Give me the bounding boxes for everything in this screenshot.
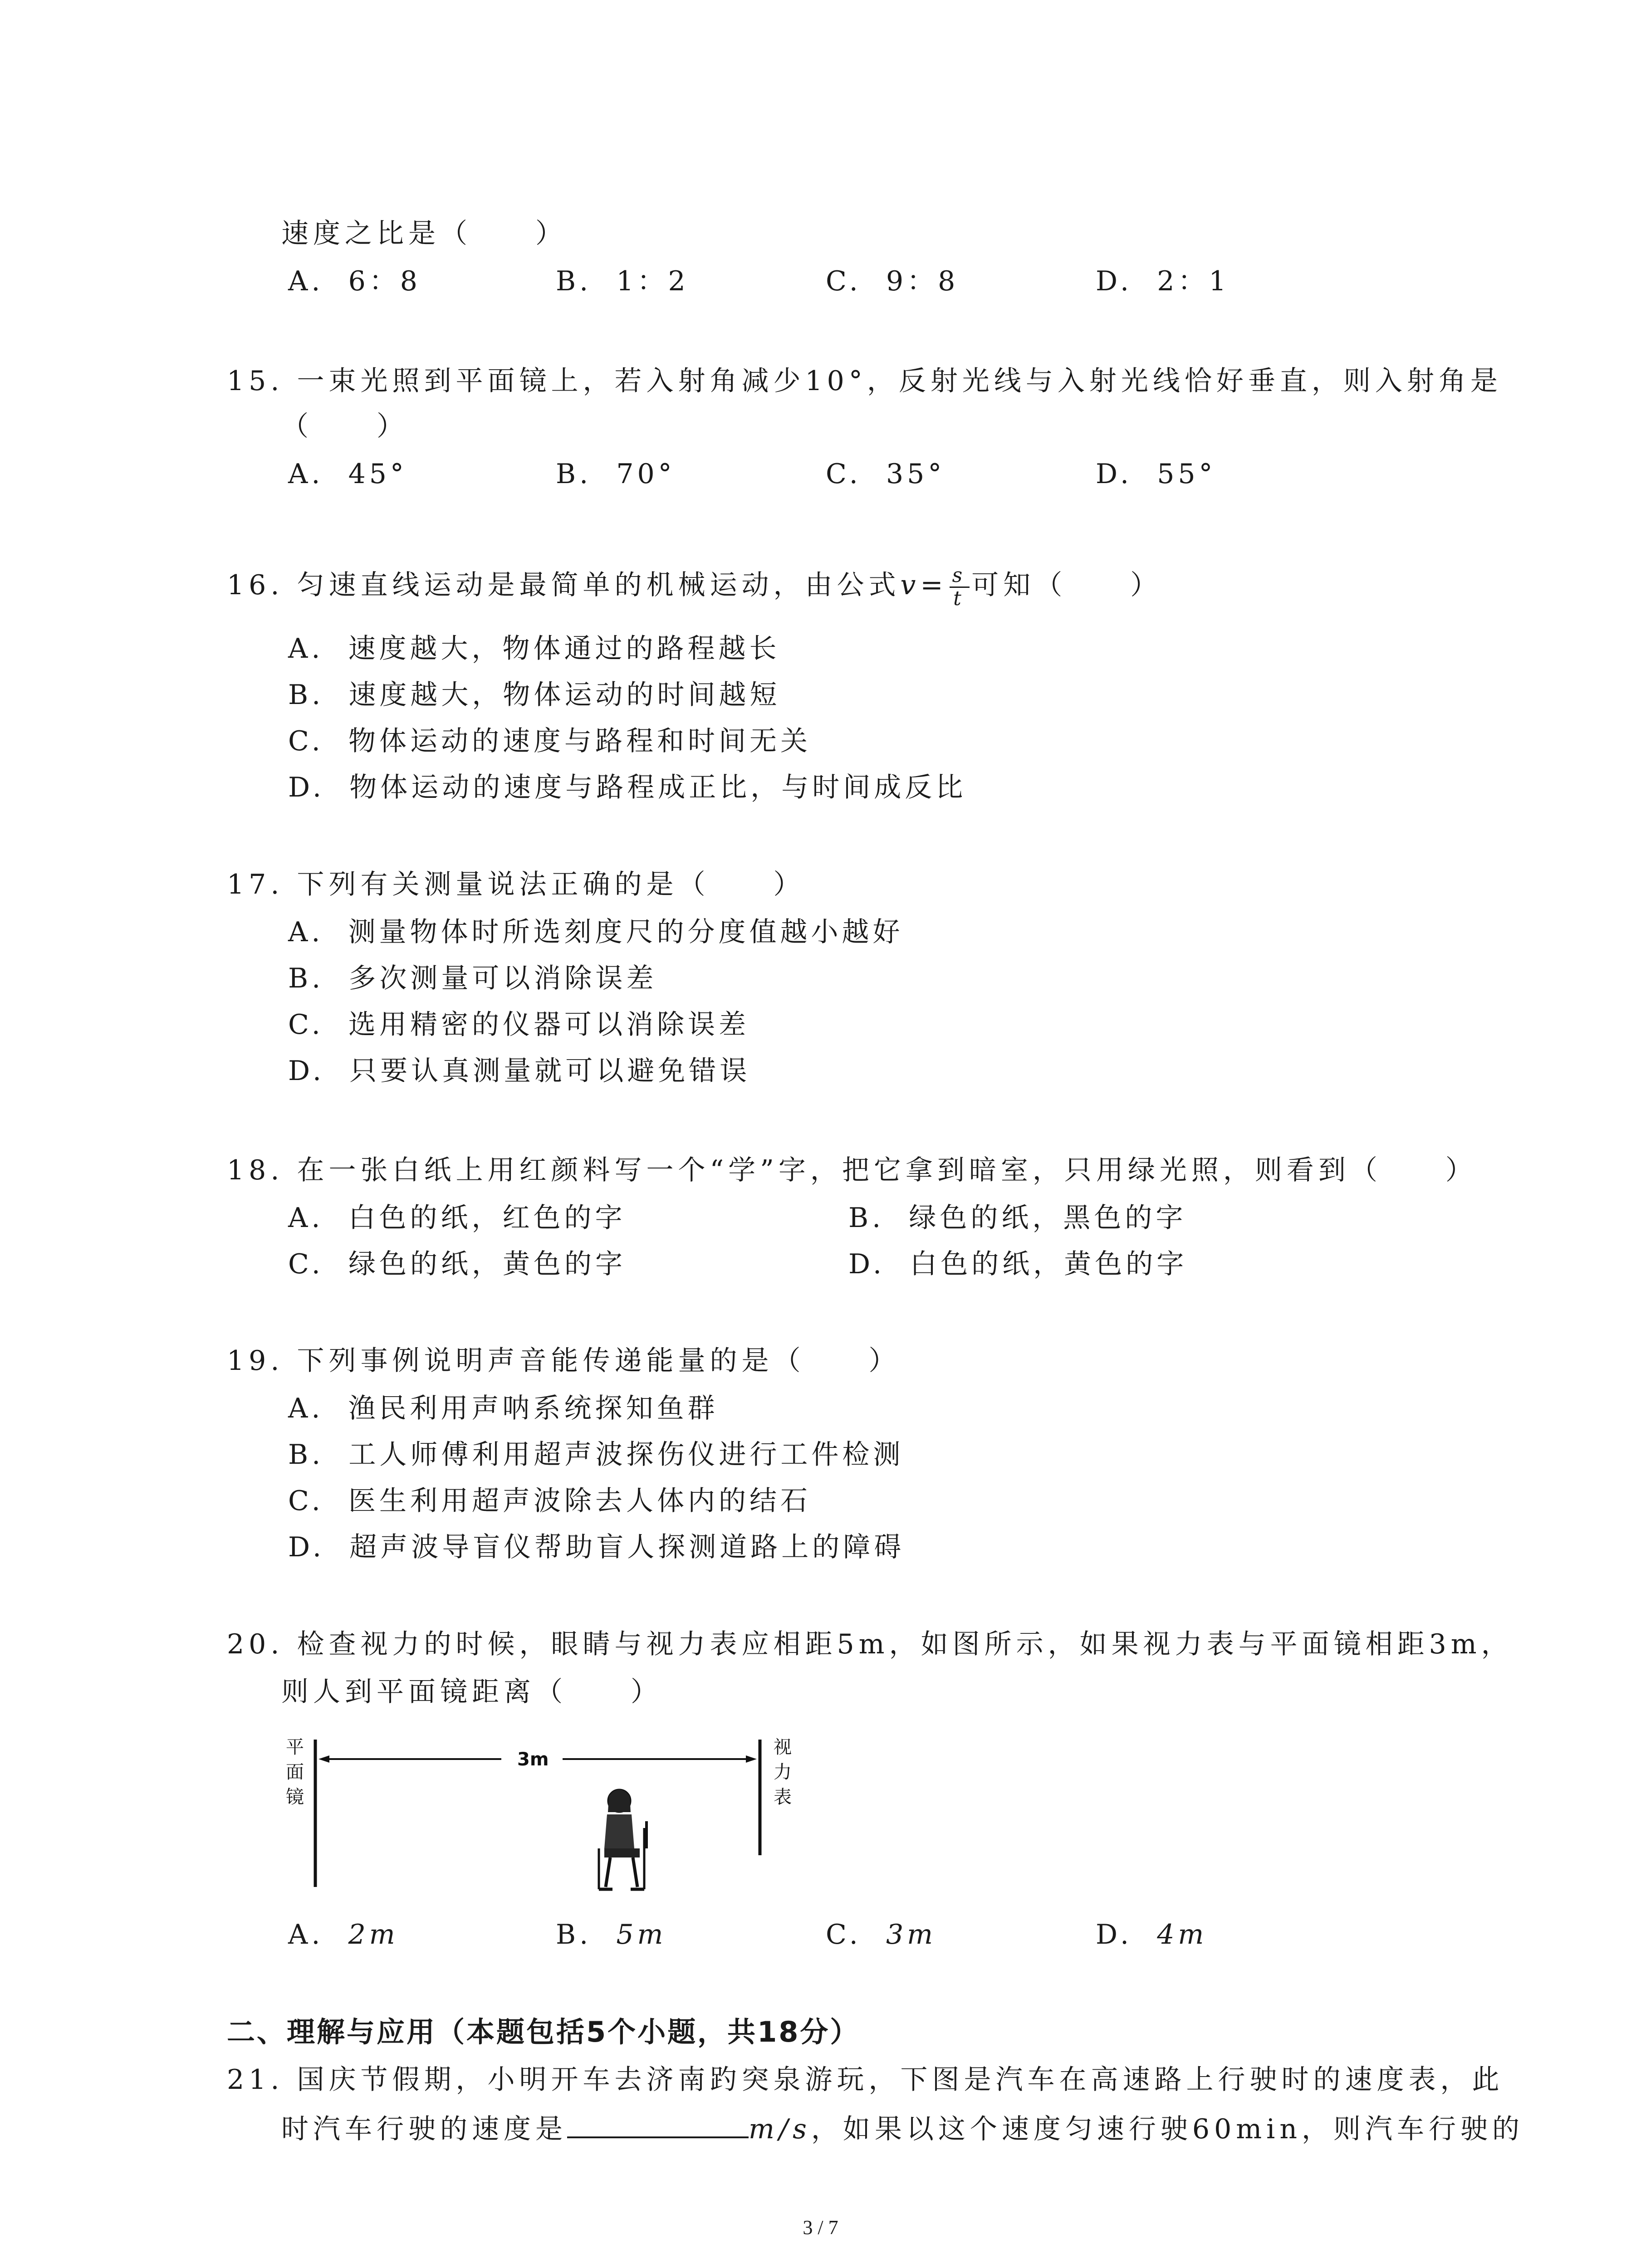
- q15-option-b: B. 70°: [556, 458, 676, 490]
- q18-option-d: D. 白色的纸，黄色的字: [848, 1248, 1188, 1280]
- q16-option-d: D. 物体运动的速度与路程成正比，与时间成反比: [288, 772, 967, 803]
- chart-label-char: 力: [774, 1762, 792, 1783]
- q17-option-c: C. 选用精密的仪器可以消除误差: [288, 1009, 749, 1041]
- question-number: 17.: [227, 869, 284, 900]
- mirror-label-char: 镜: [286, 1787, 304, 1808]
- eye-chart-mirror-figure: [281, 1733, 798, 1901]
- question-number: 20.: [227, 1628, 284, 1660]
- question-number: 16.: [227, 569, 284, 601]
- q14-option-b: B. 1：2: [556, 265, 689, 297]
- chart-label-char: 视: [774, 1737, 792, 1758]
- question-number: 18.: [227, 1154, 284, 1186]
- speed-formula-fraction: $\frac{s}{t}$: [950, 565, 970, 610]
- q20-option-c: C. 3m: [826, 1919, 937, 1950]
- q17-option-d: D. 只要认真测量就可以避免错误: [288, 1055, 751, 1087]
- section-heading: 二、理解与应用（本题包括5个小题，共18分）: [227, 2015, 860, 2048]
- q15-option-c: C. 35°: [826, 458, 945, 490]
- q20-option-a: A. 2m: [288, 1919, 399, 1950]
- q19-option-c: C. 医生利用超声波除去人体内的结石: [288, 1485, 811, 1517]
- q17-option-a: A. 测量物体时所选刻度尺的分度值越小越好: [288, 916, 904, 948]
- q16-option-b: B. 速度越大，物体运动的时间越短: [288, 679, 781, 711]
- q17-option-b: B. 多次测量可以消除误差: [288, 963, 657, 994]
- q14-option-d: D. 2：1: [1096, 265, 1230, 297]
- distance-label: 3m: [517, 1749, 549, 1770]
- arrowhead-left: [318, 1755, 329, 1763]
- chart-label-char: 表: [774, 1787, 792, 1808]
- question-number: 15.: [227, 365, 284, 397]
- q19-option-b: B. 工人师傅利用超声波探伤仪进行工件检测: [288, 1439, 904, 1471]
- mirror-label-char: 平: [286, 1737, 304, 1758]
- arrowhead-right: [746, 1755, 757, 1763]
- formula-lhs: v=: [900, 569, 948, 601]
- q20-option-b: B. 5m: [556, 1919, 667, 1950]
- q14-stem-tail: 速度之比是（ ）: [281, 218, 567, 249]
- q18-option-a: A. 白色的纸，红色的字: [288, 1202, 626, 1234]
- q15-option-d: D. 55°: [1096, 458, 1216, 490]
- q20-option-d: D. 4m: [1096, 1919, 1208, 1950]
- q21-stem: 21. 国庆节假期，小明开车去济南趵突泉游玩，下图是汽车在高速路上行驶时的速度表，此: [227, 2064, 1504, 2096]
- q19-stem: 19. 下列事例说明声音能传递能量的是（ ）: [227, 1345, 901, 1377]
- q14-option-a: A. 6：8: [288, 265, 421, 297]
- answer-blank[interactable]: [567, 2109, 749, 2138]
- q16-option-c: C. 物体运动的速度与路程和时间无关: [288, 725, 811, 757]
- q15-option-a: A. 45°: [288, 458, 407, 490]
- q20-stem-line2: 则人到平面镜距离（ ）: [281, 1676, 662, 1708]
- q17-stem: 17. 下列有关测量说法正确的是（ ）: [227, 869, 805, 900]
- q18-stem: 18. 在一张白纸上用红颜料写一个“学”字，把它拿到暗室，只用绿光照，则看到（ ）: [227, 1154, 1477, 1186]
- mirror-label-char: 面: [286, 1762, 304, 1783]
- q15-stem-line2: （ ）: [281, 411, 408, 442]
- q19-option-a: A. 渔民利用声呐系统探知鱼群: [288, 1393, 719, 1424]
- q21-stem-line2: 时汽车行驶的速度是 m/s，如果以这个速度匀速行驶60min，则汽车行驶的: [281, 2109, 1524, 2147]
- q14-option-c: C. 9：8: [826, 265, 959, 297]
- seated-person-icon: [599, 1789, 647, 1889]
- q20-stem: 20. 检查视力的时候，眼睛与视力表应相距5m，如图所示，如果视力表与平面镜相距3m，: [227, 1628, 1513, 1660]
- q18-option-b: B. 绿色的纸，黑色的字: [848, 1202, 1187, 1234]
- q16-option-a: A. 速度越大，物体通过的路程越长: [288, 633, 780, 665]
- q19-option-d: D. 超声波导盲仪帮助盲人探测道路上的障碍: [288, 1531, 905, 1563]
- q15-stem: 15. 一束光照到平面镜上，若入射角减少10°，反射光线与入射光线恰好垂直，则入射角是: [227, 365, 1502, 397]
- question-number: 19.: [227, 1345, 284, 1377]
- q16-stem: 16. 匀速直线运动是最简单的机械运动，由公式v= $\frac{s}{t}$ 可知（ ）: [227, 563, 1162, 610]
- q18-option-c: C. 绿色的纸，黄色的字: [288, 1248, 626, 1280]
- question-number: 21.: [227, 2064, 284, 2096]
- page-number: 3 / 7: [803, 2216, 838, 2239]
